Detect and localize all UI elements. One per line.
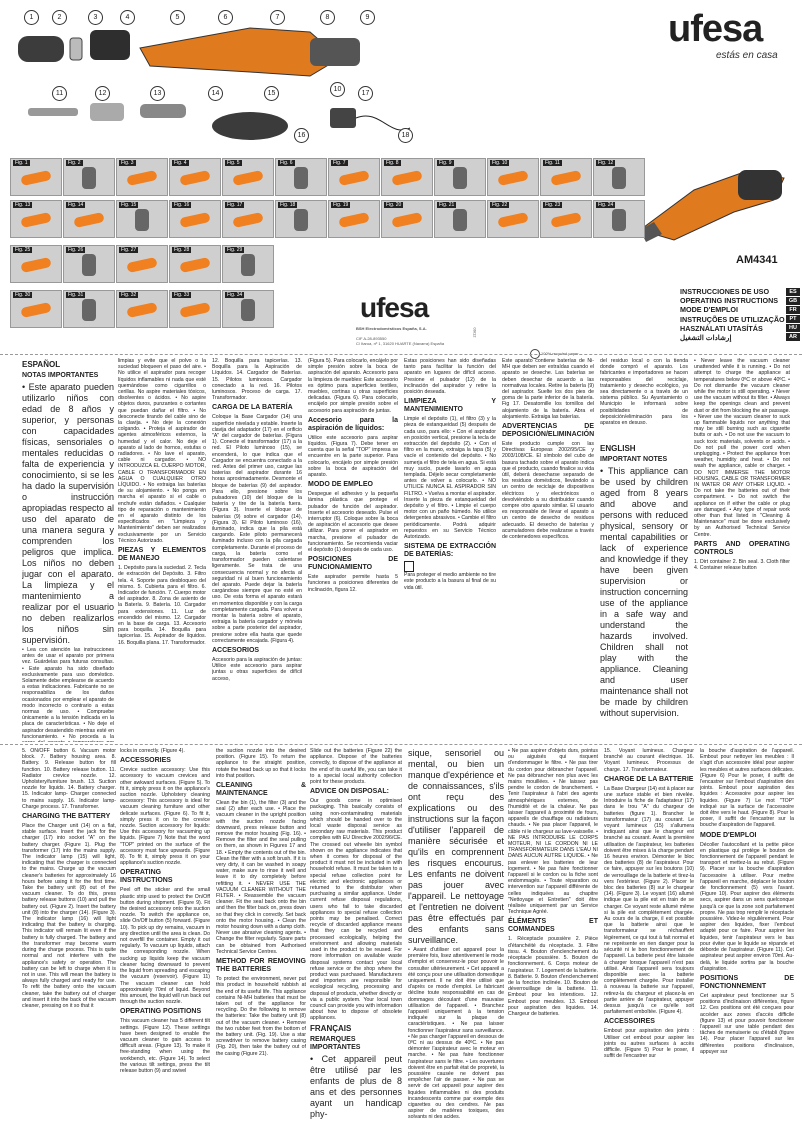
lang-tag-pt: PT [786, 315, 800, 323]
en-parts-heading: PARTS AND OPERATING CONTROLS [694, 540, 790, 556]
fr-elem-list: 1. Réceptacle poussière 2. Pièce d'étanchéité du réceptacle. 3. Filtre tissu. 4. Bouton d'enclenchement du réceptacle poussière. 5. Bouton de fonctionnement. 6. Corps moteur de l'aspirateur. 7. Logement de la batterie. 8. Batterie. 9. Bouton d'enclenchement de la fonction inclinée. 10. Bouton de déverrouillage de la batterie. 11. Embout pour les interstices. 12. Embout pour meubles. 13. Embout pour aspiration des liquides. 14. Chargeur de batteries. [508, 936, 598, 1017]
es-adv-text: Este producto cumple con las Directivas Europeas 2002/95/CE y 2003/108/CE. El símbolo del cubo de basura tachado sobre el aparato indica que el producto, cuando finalice su vida útil, deberá desecharse separado de los residuos domésticos, llevándolo a un centro de reciclaje de dispositivos eléctricos y electrónicos o devolviéndolo a su distribuidor cuando compre otro aparato similar. El usuario es responsable de llevar el aparato a un centro de desecho de residuos adecuado. El desecho de baterías y acumuladores debe realizarse a través de contenedores específicos. [502, 441, 594, 541]
figure [381, 200, 433, 238]
figure-label: Fig. 23 [545, 202, 561, 208]
figure-label: Fig. 9 [439, 160, 452, 166]
figure [63, 158, 115, 196]
cover-company: BSH Electrodomésticos España, S.A. [356, 326, 427, 331]
es-limpieza-heading: LIMPIEZA Y MANTENIMIENTO [404, 398, 496, 414]
figure-label: Fig. 32 [121, 292, 137, 298]
figure [434, 200, 486, 238]
es-acc-heading: ACCESORIOS [212, 646, 260, 654]
es-notas-list: • Lea con atención las instrucciones antes de usar el aparato por primera vez. Guárdelas para futuras consultas. • Este aparato ha sido diseñado exclusivamente para uso doméstico. Solamente debe emplearse de acuerdo a estas indicaciones. Fabricante no se responsabiliza de los daños ocasionados por emplear el aparato de modo incorrecto o contrario a estas normas de uso. • Compruebe únicamente a la tensión indicada en la placa de características. • No deje el aspirador desatendido mientras esté en funcionamiento. • No proceda a la [22, 647, 114, 740]
es-title: ESPAÑOL [22, 360, 61, 369]
figure-label: Fig. 8 [386, 160, 399, 166]
es-posiciones-text: Este aspirador permite hasta 5 funciones a posiciones diferentes de inclinación, figura 12. [308, 574, 398, 593]
figure-label: Fig. 5 [227, 160, 240, 166]
figure [381, 158, 433, 196]
en-notas-heading: IMPORTANT NOTES [600, 456, 668, 464]
callout: 17 [358, 86, 373, 101]
lang-tag-gb: GB [786, 297, 800, 305]
en-pos-text: This vacuum cleaner has 5 different tilt settings. (Figure 12). These settings have been designed to enable the vacuum cleaner to gain access to difficult areas. (Figure 13). To make it free-standing when using the workbench, etc. (Figure 14). To select the various tilt settings, press the tilt release button (9) and swivel [120, 1018, 210, 1074]
es-limpieza-text: Limpie el depósito (1), el filtro (3) y la pieza de estanqueidad (5) después de cada uso, para ello: • Con el aspirador en posición vertical, presione la tecla de extracción del depósito (2). • Con el filtro en la mano, extraiga la tapa (5) y vacíe el contenido del depósito. • No sumerja el filtro de tela en agua. Si está muy sucio, puede lavarlo en agua templada. Déjelo secar completamente antes de volver a colocarlo. • NO UTILICE NUNCA EL ASPIRADOR SIN FILTRO. • Vuelva a montar el aspirador. Inserte la pieza de estanqueidad del depósito y el filtro. • Limpie el cuerpo motor con un paño húmedo. No utilice detergentes abrasivos. • Cambie el filtro periódicamente. Podrá adquirir repuestos en su Servicio Técnico Autorizado. [404, 416, 496, 541]
es-sistema-heading: SISTEMA DE EXTRACCIÓN DE BATERÍAS: [404, 543, 496, 559]
figure [10, 158, 62, 196]
callout: 18 [398, 128, 413, 143]
en-notas-main: • This appliance can be used by children aged from 8 years and above and persons with reduced physical, sensory or mental capabilities or lack of experience and knowledge if they have been given supervision or instruction concerning use of the appliance in a safe way and understand the hazards involved. Children shall not play with the appliance. Cleaning and user maintenance shall not be made by children without supervision. [600, 466, 688, 719]
figure-label: Fig. 26 [68, 247, 84, 253]
callout: 7 [270, 10, 285, 25]
es-adv-heading: ADVERTENCIAS DE DEPOSICIÓN/ELIMINACIÓN [502, 423, 594, 439]
callout: 12 [95, 86, 110, 101]
en-title: ENGLISH [600, 444, 636, 454]
figure [222, 290, 274, 328]
nozzle-brush-shape [90, 103, 124, 121]
figure-label: Fig. 16 [174, 202, 190, 208]
figure-label: Fig. 2 [68, 160, 81, 166]
callout: 11 [52, 86, 67, 101]
callout: 10 [330, 82, 345, 97]
figure-label: Fig. 30 [15, 292, 31, 298]
es-col-7 [600, 358, 688, 742]
figure [222, 200, 274, 238]
es-acc-continued: (Figura 5). Para colocarlo, encájelo por simple presión sobre la boca de aspiración del aparato. Accesorio para la limpieza de muebles: Este accesorio es óptimo para superficies textiles, muebles, cortinas u otras superficies delicadas. (Figura 6). Para colocarlo, encájelo por simple presión sobre el accesorio para aspiración de juntas. [308, 358, 398, 414]
figure [63, 245, 115, 283]
figure-label: Fig. 14 [68, 202, 84, 208]
figure [169, 200, 221, 238]
en-disposal-text: Our goods come in optimised packaging. This basically consists of using non-contaminating materials which should be handed over to the local waste disposal service as secondary raw materials. This product complies with EU Directive 2002/96/CE. The crossed out wheelie bin symbol shown on the appliance indicates that when it comes for disposal of the product it must not be included in with household refuse. It must be taken to a special refuse collection point for electric and electronic appliances or returned to the distributor when purchasing a similar appliance. Under current refuse disposal regulations, users who fail to take discarded appliances to special refuse collection points may be penalised. Correct recycle of discarded appliance means that they can be recycled and processed ecologically, helping the environment and allowing materials used in the product to be reused. For more information on available waste disposal systems contact your local refuse service or the shop where the product was purchased. Manufacturers and importers are responsible for ecological recycling, processing and disposal of products, whether directly or via a public system. Your local town council can provide you with information about how to dispose of obsolete appliances. [310, 798, 402, 1022]
es-piezas-heading: PIEZAS Y ELEMENTOS DE MANEJO [118, 547, 206, 563]
callout: 1 [24, 10, 39, 25]
figure [540, 200, 592, 238]
figure-label: Fig. 1 [15, 160, 28, 166]
figure [275, 200, 327, 238]
figure-label: Fig. 12 [598, 160, 614, 166]
figure [169, 245, 221, 283]
es-col-6 [502, 358, 594, 742]
en-safety-list: • Never leave the vacuum cleaner unattended while it is running. • Do not attempt to charge the appliance at temperatures below 0ºC or above 40ºC. • Do not dismantle the vacuum cleaner while the motor is still operating. • Never use the vacuum without its filter. • Always keep the openings clean and prevent dust or dirt from blocking the air passage. • Never use the vacuum cleaner to suck up flammable liquids nor anything that may be still burning such as cigarette butts or ash. • Do not use the vacuum to suck toxic materials, solvents or acids. • Do not pull the power cord when unplugging. • Protect the appliance from weather, humidity and heat. • Do not wash the appliance, cable or charger. • DO NOT IMMERSE THE MOTOR HOUSING, CABLE OR TRANSFORMER IN WATER OR ANY OTHER LIQUID. • Do not take the batteries out of their compartment. • Do not switch the appliance on if either the cable or plug are damaged. • Any type of repair work other than that listed in "Cleaning & Maintenance" must be done exclusively by an Authorised Technical Service Centre. [694, 358, 790, 538]
fold-line [0, 354, 802, 355]
model-number: AM4341 [736, 254, 778, 266]
figure [593, 158, 645, 196]
en-parts-list: 1. Dirt container 2. Bin seal. 3. Cloth filter 4. Container release button [694, 558, 790, 572]
es-notas-main: • Este aparato pueden utilizarlo niños con edad de 8 años y superior, y personas con capacidades físicas, sensoriales o mentales reducidas o falta de experiencia y conocimiento, si se les ha dado la supervisión o instrucción apropiadas respecto al uso del aparato de una manera segura y comprenden los peligros que implica. Los niños no deben jugar con el aparato. La limpieza y el mantenimiento a realizar por el usuario no deben realizarlos los niños sin supervisión. [22, 382, 114, 645]
es-baterias-text: Este aparato contiene baterías de Ni-MH que deben ser extraídas cuando el aparato se deseche. Las baterías se deben desechar de acuerdo a las normativas locales. Retire la batería (9) del aspirador. Suelte los dos pies de goma de la parte inferior de la batería. Fig 17. Desatornille los tornillos del alojamiento de la batería. Abra el alojamiento. Extraiga las baterías. [502, 358, 594, 420]
instruction-title-es: INSTRUCCIONES DE USO [680, 287, 770, 296]
figure-label: Fig. 21 [439, 202, 455, 208]
callout: 6 [218, 10, 233, 25]
callout: 5 [170, 10, 185, 25]
figure-label: Fig. 19 [333, 202, 349, 208]
fold-line [0, 744, 802, 745]
instructions-list [680, 287, 785, 342]
instruction-title-fr: MODE D'EMPLOI [680, 305, 739, 315]
figure-label: Fig. 27 [121, 247, 137, 253]
en-col-4 [310, 748, 402, 1133]
fr-title: FRANÇAIS [310, 1023, 352, 1033]
en-pos-continued: the suction nozzle into the desired position. (Figure 15). To return the appliance to the straight position, rotate the head back up so that it locks into that position. [216, 748, 306, 779]
figure [487, 158, 539, 196]
figure [222, 245, 274, 283]
bin-seal-shape [70, 38, 82, 60]
figure-label: Fig. 13 [15, 202, 31, 208]
nozzle-liquid-shape [140, 104, 186, 118]
es-col-1 [22, 358, 114, 742]
brand-tagline: estás en casa [716, 50, 778, 61]
figure [10, 200, 62, 238]
en-op-text: Peel off the sticker and the small plastic strip used to protect the On/Off button during shipment. (Figure 9). Fit the desired accessory onto the suction nozzle. To switch the appliance on, slide On/Off button (5) forward. (Figure 10). To pick up dry remains, vacuum in any direction until the area is clean. Do not overfill the container. Empty it out regularly. To vacuum up liquids, attach the corresponding nozzle. When sucking up liquids keep the vacuum cleaner facing downward to prevent the liquid from spreading and escaping the vacuum (reservoir). (Figure 11) The vacuum cleaner can hold approximately 70ml of liquid. Beyond this amount, the liquid will run back out through the suction nozzle. [120, 887, 210, 1006]
en-col-3 [216, 748, 306, 1133]
en-col-A [694, 358, 790, 742]
figure-label: Fig. 7 [333, 160, 346, 166]
figure-label: Fig. 15 [121, 202, 137, 208]
figure-label: Fig. 17 [227, 202, 243, 208]
fr-notas-heading: REMARQUES IMPORTANTES [310, 1035, 361, 1051]
figure-label: Fig. 28 [174, 247, 190, 253]
en-acc-text: Crevice suction accessory: Use this accessory to vacuum crevices and other awkward surfaces. (Figure 5). To fit it, simply press it on the appliance's suction nozzle. Upholstery cleaning accessory: This accessory is ideal for vacuum cleaning furniture and other delicate surfaces. (Figure 6). To fit it, simply press it on to the crevice nozzle. Suction accessory for liquids: Use this accessory for vacuuming up liquids. (Figure 7) Note that the word "TOP" printed on the surface of the accessory must face upwards. (Figure 8). To fit it, simply press it on your appliance's suction nozzle. [120, 767, 210, 867]
bin-crossed-icon [404, 561, 414, 572]
en-col-2 [120, 748, 210, 1133]
fr-mode-text: Décoller l'autocollant et la petite pièce en plastique qui protège le bouton de fonctionnement de l'appareil pendant le transport et mettez-la au rebut. (Figure 9). Placer sur la bouche d'aspiration l'accessoire à utiliser. Pour mettre l'appareil en marche, déplacer le bouton de fonctionnement (5) vers l'avant. (Figure 10). Pour aspirer des éléments secs, aspirer dans un sens quelconque jusqu'à ce que la zone soit parfaitement propre. Ne pas trop remplir le réceptacle poussière. Videz-le régulièrement. Pour aspirer des liquides, fixer l'embout adapté pour ce faire. Pour aspirer les liquides, tenir l'aspirateur vers le bas pour éviter que le liquide se répande et déborde de l'aspirateur. (Figure 11). Cet aspirateur peut aspirer environ 70ml. Au-delà, le liquide sortira par la bouche d'aspiration. [700, 841, 794, 972]
es-liquidos-heading: Accesorio para la aspiración de líquidos: [308, 416, 398, 432]
fr-pos-heading: POSITIONS DE FONCTIONNEMENT [700, 974, 794, 990]
figure [116, 290, 168, 328]
figure [63, 200, 115, 238]
lang-tag-es: ES [786, 288, 800, 296]
callout: 16 [294, 128, 309, 143]
en-charging-text: Place the Charger unit (14) on a flat, stable surface. Insert the jack for the charger (17) into socket "A" on the battery charger. (Figure 1). Plug the transformer (17) into the mains supply. The indicator lamp (15) will light, indicating that the charger is connected to the mains. Charge up the vacuum cleaner's batteries for approximately 16 hours before using it for the first time. Take the battery unit (8) out of the vacuum cleaner. To do this, press battery release buttons (10) and pull the battery out. (Figure 2). Insert the battery unit (8) into the charger (14). (Figure 3). The indicator lamp (16) will light indicating that the battery is charging. This indicator will remain lit even if the battery is fully charged. The battery and the transformer may become warm during the charge process. This is quite normal and not interfere with the appliance's safety or operation. The battery can be left to charge when it is not in use. This will mean the battery is always fully charged and ready for use. To refit the battery onto the vacuum cleaner, take the battery out of charger and insert it into the back of the vacuum cleaner, pressing on it so that it [22, 823, 116, 1009]
product-exploded-view [10, 8, 430, 153]
en-charging-continued: locks in correctly. (Figure 4). [120, 748, 185, 754]
fr-charge-heading: CHARGE DE LA BATTERIE [604, 775, 694, 783]
callout: 14 [208, 86, 223, 101]
callout: 15 [264, 86, 279, 101]
figure-label: Fig. 25 [15, 247, 31, 253]
en-acc-heading: ACCESSORIES [120, 757, 171, 765]
fr-notas-main-continued: sique, sensoriel ou mental, ou bien un manque d'expérience et de connaissances, s'ils ont reçu des explications ou des instructions sur la façon d'utiliser l'appareil de manière sécurisée et qu'ils en comprennent les risques encourus. Les enfants ne doivent pas jouer avec l'appareil. Le nettoyage et l'entretien ne doivent pas être effectués par des enfants sans surveillance. [408, 748, 504, 945]
figure [593, 200, 645, 238]
figure-label: Fig. 29 [227, 247, 243, 253]
dirt-container-shape [18, 36, 64, 62]
es-carga-text: Coloque la Base Cargador (14) una superficie nivelada y estable. Inserte la clavija del adaptador (17) en el orificio "A" del cargador de baterías. (Figura 1). Conecte el transformador (17) a la red. El Piloto luminoso (15), se encenderá, lo que indica que el Cargador se encuentra conectado a la red. Antes del primer uso, cargue las baterías del aspirador durante 16 horas aproximadamente. Desmonte el bloque de baterías (9) del aspirador. Para ello, presione sobre los pulsadores (10) del bloque de la batería y tire de la batería fuera. (Figura 3). Inserte el bloque de baterías (9) sobre el cargador (14), (Figura 3). El Piloto luminoso (16), iluminado, indica que la pila está cargando. Este piloto permanecerá iluminado incluso con la pila cargada completamente. Durante el proceso de carga, la batería como el transformador pueden calentarse ligeramente. Se trata de una consecuencia normal y no afecta al seguridad ni al buen funcionamiento del aparato. Puede dejar la batería cargándose siempre que no esté en uso. De esta forma el aparato estará en momentos disponible y con la carga completamente cargada. Para volver a montar la batería sobre el aparato, extraiga la batería cargador y mónela sobre a parte posterior del aspirador, presione sobre ella hasta que quede correctamente encajada. (Figura 4). [212, 414, 302, 644]
fr-acc-heading: ACCESSOIRES [604, 1018, 655, 1026]
figure [222, 158, 274, 196]
es-posiciones-continued: Estas posiciones han sido diseñadas tanto para facilitar la función del aparato en lugares de difícil acceso. Presione el pulsador (12) de la inclinación del aspirador y retire la posición deseada. [404, 358, 496, 396]
cover-address: C/ Itaroa, nº 1, 31620 HUARTE (Navarra) España [356, 341, 445, 346]
cover-logo: ufesa [360, 292, 429, 323]
instruction-title-hu: HASZNÁLATI UTASÍTÁS [680, 323, 763, 333]
es-sistema-text: Para proteger el medio ambiente no tire este producto a la basura al final de su vida útil. [404, 572, 496, 591]
lang-tag-hu: HU [786, 324, 800, 332]
nozzle-crevice-shape [28, 108, 78, 116]
callout: 9 [360, 10, 375, 25]
en-clean-heading: CLEANING & MAINTENANCE [216, 782, 306, 798]
figure-label: Fig. 3 [121, 160, 134, 166]
fr-col-1 [408, 748, 504, 1133]
figure-label: Fig. 18 [280, 202, 296, 208]
figure-label: Fig. 31 [68, 292, 84, 298]
es-safety-list: limpias y evite que el polvo o la suciedad bloqueen el paso del aire. • No utilice el aspirador para recoger líquidos inflamables ni nada que esté quemándose como cigarrillos o cerillas. No aspire materiales tóxicos, disolventes o ácidos. • No aspire objetos duros, punzantes o cortantes que puedan dañar el filtro. • No desconecte tirando del cable sino de la clavija. • No deje la conexión colgando. • Proteja el aspirador de agentes atmosféricos externos, la humedad y el calor. No deje el aparato al lado de hornos, estufas o radiadores. • No lave el aparato, cable ni cargador. • NO INTRODUZCA EL CUERPO MOTOR, CABLE O TRANSFORMADOR EN AGUA O CUALQUIER OTRO LÍQUIDO. • No extraiga las baterías de su alojamiento. • No ponga en marcha el aparato si el cable o enchufe están dañados. • Cualquier tipo de reparación o mantenimiento en el aparato distinto de los especificados en "Limpieza y Mantenimiento" deben ser realizados exclusivamente por un Servicio Técnico Autorizado. [118, 358, 206, 544]
es-col-5 [404, 358, 496, 742]
fr-elem-continued: 15. Voyant lumineux. Chargeur branché au courant électrique. 16. Voyant lumineux. Processus de charge. 17. Transformateur. [604, 748, 694, 773]
fr-col-2 [508, 748, 598, 1133]
fr-elem-heading: ÉLÉMENTS ET COMMANDES [508, 918, 598, 934]
figure-label: Fig. 4 [174, 160, 187, 166]
figure [10, 245, 62, 283]
figure-label: Fig. 33 [174, 292, 190, 298]
fr-acc-text: Embout pour aspiration des joints : Utiliser cet embout pour aspirer les joints ou autres surfaces à accès difficile. (Figure 5) Pour le poser, il suffit de l'encastrer sur [604, 1028, 694, 1060]
callout: 4 [120, 10, 135, 25]
fr-col-3 [604, 748, 694, 1133]
es-posiciones-heading: POSICIONES DE FUNCIONAMIENTO [308, 556, 398, 572]
en-removal-continued: Slide out the batteries (Figure 22) the appliance. Dispose of the batteries correctly, to dispose of the appliance at the end of its useful life, you can take it to a special local authority collection point for these products. [310, 748, 402, 786]
en-parts-continued: 5. ON/OFF button 6. Vacuum motor block. 7. Battery housing area. 8. Battery. 9. Release button for fill function. 10. Battery release button. 11. Radiator crevice nozzle. 12. Upholstery/furniture brush. 13. Suction nozzle for liquids. 14. Battery charger. 15. Indicator lamp- Charger connected to mains supply. 16. Indicator lamp- Charge process. 17. Transformer. [22, 748, 116, 810]
figure [328, 200, 380, 238]
figure [275, 158, 327, 196]
fr-mode-heading: MODE D'EMPLOI [700, 831, 757, 839]
figure [328, 158, 380, 196]
fr-notas-main: • Cet appareil peut être utilisé par les enfants de plus de 8 ans et des personnes ayant un handicap phy- [310, 1053, 402, 1119]
fr-safety-continued: • Ne pas aspirer d'objets durs, pointus ou aiguisés qui risquent d'endommager le filtre. • Ne pas tirer du cordon pour débrancher l'appareil. Ne pas débrancher non plus avec les mains mouillées. • Ne laissez pas pendre le cordon de branchement. • Tenir l'aspirateur à l'abri des agents atmosphériques externes, de l'humidité et de la chaleur. Ne pas laisser l'appareil à proximité de fours, appareils de chauffage ou radiateurs chauds. • Ne pas placer l'appareil, le câble ni le chargeur au lave-vaisselle. • NE PAS INTRODUIRE LE CORPS MOTEUR, NI LE CORDON NI LE TRANSFORMATEUR DANS L'EAU NI DANS AUCUN AUTRE LIQUIDE. • Ne pas enlever les batteries de leur logement. • Ne pas faire fonctionner l'appareil si le cordon ou la fiche sont endommagés. • Toute réparation ou intervention sur l'appareil différente de celles indiquées au chapitre "Nettoyage et Entretien" doit être réalisée uniquement par un Service Technique Agréé. [508, 748, 598, 916]
es-col-4 [308, 358, 398, 742]
en-removal-text: To protect the environment, never put this product in household rubbish at the end of its useful life. This appliance contains Ni-MH batteries that must be taken out of the appliance for recycling. Do the following to remove the batteries: Take the battery unit (8) out of the vacuum cleaner. • Remove the two rubber feet from the bottom of the battery unit. (Fig. 19). Use a star screwdriver to remove battery casing (Fig. 20), then take the battery out of the casing (Figure 21). [216, 976, 306, 1057]
es-modo-text: Despegue el adhesivo y la pequeña lámina plástica que protege el pulsador de función del aspirador. Inserte el accesorio deseado. Pulse el interruptor (6). Coloque sobre la boca de aspiración el accesorio que desee utilizar. Para poner el aspirador en marcha, presione el pulsador de funcionamiento. Se recomienda vaciar el depósito (1) después de cada uso. [308, 491, 398, 554]
transformer-shape [330, 108, 356, 128]
en-charging-heading: CHARGING THE BATTERY [22, 813, 111, 821]
figure [63, 290, 115, 328]
figure [116, 158, 168, 196]
fr-acc-continued: la bouche d'aspiration de l'appareil. Embout pour nettoyer les meubles : Il s'agit d'un accessoire idéal pour aspirer les meubles et autres surfaces délicates. (Figure 6) Pour le poser, il suffit de l'encastrer sur l'embout d'aspiration des joints. Embout pour aspiration des liquides : Accessoire pour aspirer les liquides. (Figure 7) Le mot "TOP" indiqué sur la surface de l'accessoire doit être vers le haut. (Figure 8). Pour le poser, il suffit de l'encastrer sur la bouche d'aspiration de l'appareil. [700, 748, 794, 829]
filter-shape [90, 30, 130, 60]
es-adv-continued: del residuo local o con la tienda donde compró el aparato. Los fabricantes e importadores se hacen responsables del reciclaje, tratamiento y desecho ecológico, ya sea directamente o a través de un sistema público. Su Ayuntamiento o Municipio le informará sobre posibilidades de deposición/eliminación para los aparatos en desuso. [600, 358, 688, 427]
es-col-3 [212, 358, 302, 742]
fr-col-4 [700, 748, 794, 1133]
figure [434, 158, 486, 196]
figure-label: Fig. 11 [545, 160, 560, 166]
cover-cif: CIF A-28-893550 [356, 336, 387, 341]
figure [116, 200, 168, 238]
figure-label: Fig. 34 [227, 292, 243, 298]
figure [10, 290, 62, 328]
charger-shape [212, 112, 288, 140]
callout: 13 [150, 86, 165, 101]
fr-charge-text: La Base Chargeur (14) est à placer sur une surface stable et bien nivelée. Introduire la fiche de l'adaptateur (17) dans le trou "A" du chargeur de batteries (figure 1). Brancher le transformateur (17) au courant. Le voyant lumineux (15) s'allumera indiquant ainsi que le chargeur est branché au courant. Avant la première utilisation de l'aspirateur, les batteries doivent être mises à la charge pendant 16 heures environ. Démonter le bloc des batteries (8) de l'aspirateur. Pour ce faire, appuyer sur les boutons (10) de verrouillage de la batterie et tirez-la vers l'extérieur. (Figure 2). Placer le bloc des batteries (8) sur le chargeur (14). (Figure 3). Le voyant (16) allumé indique que la pile est en train de se charger. Ce voyant reste allumé même si la pile est complètement chargée. Au cours de la charge, il est possible que la batterie ainsi que le transformateur se réchauffent légèrement, ce qui tout à fait normal et ne représente en rien danger pour la sécurité ni le bon fonctionnement de l'appareil. La batterie peut être laissée à charger lorsque l'appareil n'est pas utilisé. Ainsi l'appareil sera toujours disponible avec la batterie complètement chargée. Pour installer à nouveau la batterie sur l'appareil, retirez-la du chargeur et placez-la en partie arrière de l'aspirateur, appuyer dessus jusqu'à ce qu'elle soit parfaitement emboîtée. (Figure 4). [604, 785, 694, 1016]
figure [116, 245, 168, 283]
instruction-title-pt: INSTRUÇÕES DE UTILIZAÇÃO [680, 314, 785, 324]
figure-label: Fig. 10 [492, 160, 508, 166]
battery-shape [310, 38, 360, 66]
figure-label: Fig. 22 [492, 202, 508, 208]
es-notas-heading: NOTAS IMPORTANTES [22, 372, 99, 379]
callout: 8 [320, 10, 335, 25]
fr-safety-list: • Avant d'utiliser cet appareil pour la première fois, lisez attentivement le mode d'emploi et conservez-le pour pouvoir le consulter ultérieurement. • Cet appareil a été conçu pour une utilisation domestique uniquement. Il ne doit être utilisé que d'après ce mode d'emploi. Le fabricant décline toute responsabilité en cas de dommages découlant d'une mauvaise utilisation de l'appareil. • Branchez l'appareil uniquement à la tension indiquée sur la plaque de caractéristiques. • Ne pas laisser fonctionner l'aspirateur sans surveillance. • Ne pas charger l'appareil en dessous de 0ºC ni au dessus de 40ºC. • Ne pas démonter l'aspirateur avec le moteur en marche. • Ne pas faire fonctionner l'aspirateur sans le filtre. • Les ouvertures doivent être en parfait état de propreté, la poussière causée ne doivent pas empêcher l'air de passer. • Ne pas se servir de cet appareil pour aspirer des liquides inflammables ni des produits incandescents comme par exemple des cigarettes ou des cendres. Ne pas aspirer de matières toxiques, des solvants ni des acides. [408, 947, 504, 1121]
instruction-title-gb: OPERATING INSTRUCTIONS [680, 296, 779, 306]
en-pos-heading: OPERATING POSITIONS [120, 1008, 202, 1016]
lang-tag-ar: AR [786, 333, 800, 341]
es-col-2 [118, 358, 206, 742]
recycled-paper-note: 100% recycled paper [541, 351, 579, 356]
en-col-1 [22, 748, 116, 1133]
callout: 2 [52, 10, 67, 25]
figure [540, 158, 592, 196]
en-op-heading: OPERATING INSTRUCTIONS [120, 869, 173, 885]
figure [169, 290, 221, 328]
cover-code: 09/12 [472, 327, 478, 338]
es-acc-text: Accesorio para la aspiración de juntas: Utilice este accesorio para aspirar juntas u otras superficies de difícil acceso, [212, 656, 302, 682]
figure-label: Fig. 20 [386, 202, 402, 208]
lang-tag-fr: FR [786, 306, 800, 314]
en-disposal-heading: ADVICE ON DISPOSAL: [310, 788, 389, 796]
figure-label: Fig. 24 [598, 202, 614, 208]
instruction-title-ar: إرشادات التشغيل [680, 333, 732, 343]
brand-logo: ufesa [668, 8, 763, 50]
figure [487, 200, 539, 238]
es-liquidos-text: Utilice este accesorio para aspirar líquidos. (Figura 7). Debe tener en cuenta que la señal "TOP" impresa se encuentre en la parte superior. Para colocarlo, encájelo por simple presión sobre la boca de aspiración del aparato. [308, 434, 398, 479]
callout: 3 [88, 10, 103, 25]
fr-pos-text: Cet aspirateur peut fonctionner sur 5 positions d'inclinaison différentes, figure 12. Ces positions ont été conçues pour accéder aux zones d'accès difficile (figure 13) et pour pouvoir fonctionner l'appareil sur une table pendant des tâches de menuiserie ou d'établi (figure 14). Pour placer l'appareil sur les différentes positions d'inclinaison, appuyer sur [700, 992, 794, 1055]
es-piezas-list: 1. Depósito para la suciedad. 2. Tecla de extracción del Depósito. 3. Filtro tela. 4. Soporte para desbloqueo del mismo. 5. Cubierta para el filtro. 6. Indicador de función. 7. Cuerpo motor del aspirador. 8. Zona de asiento de la Batería. 9. Batería. 10. Cargador para extensiones. 11. Luz de encendido del mismo. 12. Cargador en la base de carga. 13. Accesorio para boquilla. 14. Boquilla para tapicerías. 15. Aspirador de líquidos. 16. Boquilla plana. 17. Transformador. [118, 565, 206, 646]
figure [169, 158, 221, 196]
figure-label: Fig. 6 [280, 160, 293, 166]
es-carga-heading: CARGA DE LA BATERÍA [212, 404, 293, 412]
es-modo-heading: MODO DE EMPLEO [308, 481, 373, 489]
en-clean-text: Clean the bin (1), the filter (3) and the seal (2) after each use. • Place the vacuum cleaner in the upright position with the suction nozzle facing downward, press release button and remove the motor housing (Fig. 16). • Remove the filter and the seal pulling on them, as shown in Figures 17 and 18. • Empty the contents out of the bin. Clean the filter with a soft brush. If it is very dirty, it can be washed in soapy water, make sure to rinse it well and leave it to dry completely before refitting it. • NEVER USE THE VACUUM CLEANER WITHOUT THE FILTER. • Reassemble the vacuum cleaner. Fit the seal back onto the bin and then the filter back on, press down so that they click in correctly. Set back onto the motor housing. • Clean the motor housing down with a damp cloth. Never use abrasive cleaning agents. • Change the filter regularly. Spare parts can be obtained from Authorised Technical Service Centres. [216, 800, 306, 955]
en-removal-heading: METHOD FOR REMOVING THE BATTERIES [216, 958, 306, 974]
es-parts-continued: 12. Boquilla para tapicerías. 13. Boquilla para la Aspiración de Líquidos. 14. Cargador de Baterías. 15. Pilotos luminosos. Cargador conectado a la red. 16. Pilotos luminosos. Proceso de carga. 17. Transformador. [212, 358, 302, 402]
product-photo [634, 160, 794, 250]
